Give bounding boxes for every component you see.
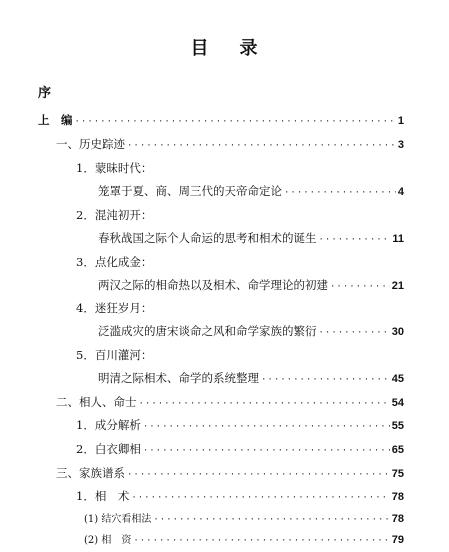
title-char-2: 录 (239, 38, 259, 59)
toc-entry-section-5 (98, 371, 404, 387)
dot-leader (153, 513, 389, 527)
toc-entry-chapter-2-section-1 (76, 418, 404, 434)
toc-section-heading: 5．百川灌河： (76, 348, 153, 362)
toc-section-heading: 4．迷狂岁月： (76, 301, 153, 315)
toc-label: 2．白衣卿相 (76, 442, 141, 456)
preface-heading: 序 (38, 86, 52, 101)
dot-leader (261, 373, 390, 387)
toc-section-heading: 3．点化成金： (76, 255, 153, 269)
dot-leader (143, 444, 390, 458)
toc-entry-section-3 (98, 278, 404, 294)
toc-page-number: 4 (397, 186, 404, 198)
dot-leader (133, 534, 389, 548)
toc-section-heading: 2．混沌初开： (76, 208, 153, 222)
toc-label: 两汉之际的相命热以及相术、命学理论的初建 (98, 278, 328, 292)
toc-page-number: 21 (391, 280, 404, 292)
dot-leader (319, 233, 391, 247)
page-title (0, 34, 449, 60)
toc-page-number: 3 (397, 139, 404, 151)
dot-leader (143, 420, 390, 434)
toc-label: 1．成分解析 (76, 418, 141, 432)
toc-label: 二、相人、命士 (56, 395, 137, 409)
toc-page-number: 11 (392, 233, 404, 245)
toc-page-number: 79 (391, 534, 404, 546)
toc-label: 笼罩于夏、商、周三代的天帝命定论 (98, 184, 282, 198)
toc-label: 春秋战国之际个人命运的思考和相术的诞生 (98, 231, 317, 245)
toc-page-number: 30 (391, 326, 404, 338)
toc-page-number: 45 (391, 373, 404, 385)
toc-entry-section-2 (98, 231, 404, 247)
toc-label: 一、历史踪迹 (56, 137, 125, 151)
dot-leader (75, 115, 396, 129)
dot-leader (127, 139, 396, 153)
toc-page-number: 78 (391, 513, 404, 525)
toc-label: 明清之际相术、命学的系统整理 (98, 371, 259, 385)
toc-label: (1) 结穴看相法 (84, 514, 152, 525)
dot-leader (131, 491, 389, 505)
toc-label: (2) 相 资 (84, 535, 132, 546)
toc-entry-section-4 (98, 324, 404, 340)
toc-label: 1．相 术 (76, 489, 130, 503)
toc-page-number: 65 (391, 444, 404, 456)
toc-label: 上 编 (38, 113, 73, 127)
toc-entry-section-1 (98, 184, 404, 200)
toc-entry-part1 (38, 113, 404, 129)
toc-label: 三、家族谱系 (56, 466, 125, 480)
toc-entry-chapter-2-section-2 (76, 442, 404, 458)
dot-leader (139, 397, 390, 411)
toc-page-number: 55 (391, 420, 404, 432)
toc-page-number: 1 (397, 115, 404, 127)
toc-entry-chapter-1 (56, 137, 404, 153)
toc-entry-chapter-2 (56, 395, 404, 411)
toc-entry-chapter-3-subsection-1 (84, 512, 404, 527)
toc-entry-chapter-3-section-1 (76, 489, 404, 505)
toc-page-number: 78 (391, 491, 404, 503)
title-char-1: 目 (190, 38, 210, 59)
dot-leader (127, 468, 390, 482)
dot-leader (319, 326, 390, 340)
toc-page-number: 54 (391, 397, 404, 409)
toc-page-number: 75 (391, 468, 404, 480)
toc-entry-chapter-3 (56, 466, 404, 482)
dot-leader (330, 280, 390, 294)
toc-label: 泛滥成灾的唐宋谈命之风和命学家族的繁衍 (98, 324, 317, 338)
dot-leader (284, 186, 396, 200)
toc-section-heading: 1．蒙昧时代： (76, 161, 153, 175)
toc-entry-chapter-3-subsection-2 (84, 533, 404, 548)
